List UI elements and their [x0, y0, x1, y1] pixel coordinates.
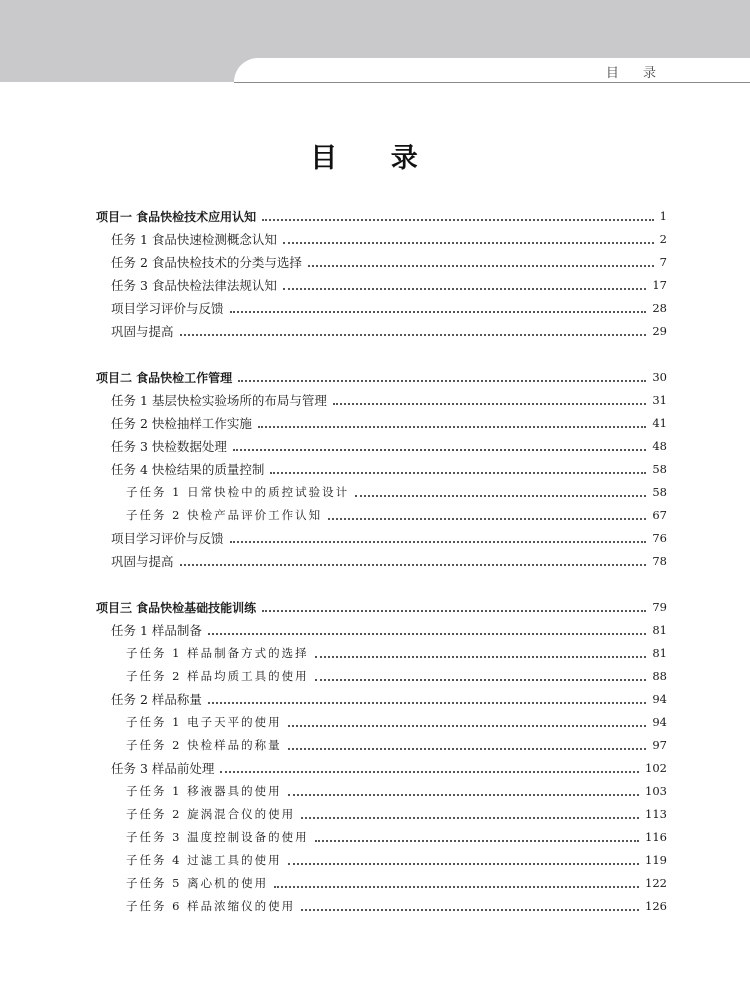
toc-entry[interactable] — [111, 275, 667, 295]
toc-entry[interactable] — [111, 413, 667, 433]
toc-entry-page: 48 — [652, 439, 667, 453]
dot-leader — [180, 564, 647, 566]
dot-leader — [208, 633, 646, 635]
toc-entry[interactable] — [126, 827, 667, 847]
toc-entry-label: 子任务 1 移液器具的使用 — [126, 784, 282, 798]
toc-entry-label: 子任务 5 离心机的使用 — [126, 876, 269, 890]
toc-entry[interactable] — [126, 873, 667, 893]
toc-entry-label: 任务 1 食品快速检测概念认知 — [111, 232, 277, 247]
toc-entry-page: 94 — [652, 692, 667, 706]
toc-entry-label: 项目三 食品快检基础技能训练 — [96, 600, 257, 615]
toc-entry-label: 任务 1 样品制备 — [111, 623, 202, 638]
toc-entry-page: 102 — [645, 761, 667, 775]
running-header-title: 目 录 — [605, 66, 666, 81]
toc-entry[interactable] — [111, 528, 667, 548]
toc-entry[interactable] — [111, 689, 667, 709]
toc-entry-page: 88 — [652, 669, 667, 683]
toc-entry[interactable] — [111, 758, 667, 778]
toc-entry[interactable] — [111, 252, 667, 272]
toc-entry-page: 31 — [652, 393, 667, 407]
toc-entry-page: 122 — [645, 876, 667, 890]
dot-leader — [328, 518, 646, 520]
toc-entry[interactable] — [126, 896, 667, 916]
dot-leader — [233, 449, 646, 451]
toc-entry-page: 30 — [652, 370, 667, 384]
toc-entry-page: 97 — [652, 738, 667, 752]
toc-entry-page: 116 — [645, 830, 667, 844]
toc-entry-page: 94 — [652, 715, 667, 729]
toc-entry[interactable] — [111, 229, 667, 249]
dot-leader — [288, 748, 647, 750]
toc-entry[interactable] — [126, 735, 667, 755]
toc-entry-label: 项目学习评价与反馈 — [111, 531, 224, 546]
toc-entry[interactable] — [96, 206, 667, 226]
toc-entry-page: 76 — [652, 531, 667, 545]
toc-entry-page: 81 — [652, 646, 667, 660]
toc-entry[interactable] — [111, 321, 667, 341]
toc-entry-label: 子任务 2 样品均质工具的使用 — [126, 669, 309, 683]
toc-entry-page: 78 — [652, 554, 667, 568]
toc-entry-label: 项目学习评价与反馈 — [111, 301, 224, 316]
dot-leader — [262, 610, 646, 612]
dot-leader — [258, 426, 646, 428]
toc-entry-page: 113 — [645, 807, 667, 821]
dot-leader — [315, 840, 639, 842]
toc-entry-page: 1 — [659, 209, 667, 223]
toc-entry[interactable] — [111, 298, 667, 318]
toc-entry-label: 项目二 食品快检工作管理 — [96, 370, 233, 385]
dot-leader — [315, 656, 647, 658]
dot-leader — [238, 380, 646, 382]
toc-entry-label: 巩固与提高 — [111, 324, 174, 339]
dot-leader — [283, 288, 646, 290]
toc-entry-label: 子任务 1 电子天平的使用 — [126, 715, 282, 729]
toc-entry-page: 29 — [652, 324, 667, 338]
toc-entry-page: 126 — [645, 899, 667, 913]
dot-leader — [355, 495, 646, 497]
toc-entry-label: 巩固与提高 — [111, 554, 174, 569]
toc-entry-page: 79 — [652, 600, 667, 614]
toc-entry[interactable] — [96, 367, 667, 387]
toc-entry[interactable] — [111, 390, 667, 410]
toc-entry-page: 81 — [652, 623, 667, 637]
toc-entry-label: 任务 2 样品称量 — [111, 692, 202, 707]
toc-entry[interactable] — [111, 459, 667, 479]
toc-entry-page: 28 — [652, 301, 667, 315]
toc-entry[interactable] — [126, 643, 667, 663]
dot-leader — [230, 541, 647, 543]
toc-entry-page: 2 — [659, 232, 667, 246]
toc-entry[interactable] — [126, 712, 667, 732]
toc-entry-label: 子任务 6 样品浓缩仪的使用 — [126, 899, 296, 913]
dot-leader — [288, 794, 639, 796]
toc-entry[interactable] — [111, 620, 667, 640]
toc-entry-label: 任务 3 食品快检法律法规认知 — [111, 278, 277, 293]
toc-entry[interactable] — [126, 482, 667, 502]
dot-leader — [208, 702, 646, 704]
dot-leader — [288, 725, 647, 727]
toc-entry[interactable] — [126, 804, 667, 824]
toc-entry-page: 58 — [652, 462, 667, 476]
dot-leader — [230, 311, 647, 313]
toc-entry-page: 7 — [659, 255, 667, 269]
dot-leader — [270, 472, 646, 474]
dot-leader — [301, 817, 639, 819]
toc-entry-page: 17 — [652, 278, 667, 292]
toc-entry-label: 子任务 2 旋涡混合仪的使用 — [126, 807, 296, 821]
toc-entry[interactable] — [126, 850, 667, 870]
dot-leader — [333, 403, 646, 405]
toc-entry-label: 子任务 2 快检产品评价工作认知 — [126, 508, 323, 522]
toc-entry[interactable] — [111, 436, 667, 456]
toc-entry-page: 119 — [645, 853, 667, 867]
toc-entry-label: 子任务 2 快检样品的称量 — [126, 738, 282, 752]
dot-leader — [308, 265, 654, 267]
toc-entry[interactable] — [111, 551, 667, 571]
toc-entry-label: 任务 4 快检结果的质量控制 — [111, 462, 265, 477]
dot-leader — [288, 863, 639, 865]
toc-entry[interactable] — [126, 666, 667, 686]
toc-entry-label: 子任务 1 样品制备方式的选择 — [126, 646, 309, 660]
dot-leader — [262, 219, 653, 221]
toc-entry[interactable] — [126, 505, 667, 525]
dot-leader — [301, 909, 639, 911]
dot-leader — [315, 679, 647, 681]
toc-entry-page: 67 — [652, 508, 667, 522]
page-title: 目 录 — [310, 143, 440, 174]
toc-entry-label: 任务 2 食品快检技术的分类与选择 — [111, 255, 302, 270]
toc-entry-label: 任务 2 快检抽样工作实施 — [111, 416, 252, 431]
toc-entry-label: 子任务 3 温度控制设备的使用 — [126, 830, 309, 844]
toc-entry-label: 任务 1 基层快检实验场所的布局与管理 — [111, 393, 327, 408]
toc-entry-page: 103 — [645, 784, 667, 798]
running-header — [234, 58, 750, 83]
toc-entry-label: 任务 3 快检数据处理 — [111, 439, 227, 454]
toc-entry-label: 项目一 食品快检技术应用认知 — [96, 209, 257, 224]
dot-leader — [220, 771, 639, 773]
dot-leader — [283, 242, 654, 244]
toc-entry-page: 58 — [652, 485, 667, 499]
toc-entry-label: 子任务 1 日常快检中的质控试验设计 — [126, 485, 350, 499]
dot-leader — [274, 886, 639, 888]
toc-entry[interactable] — [126, 781, 667, 801]
dot-leader — [180, 334, 647, 336]
toc-entry-page: 41 — [652, 416, 667, 430]
toc-entry[interactable] — [96, 597, 667, 617]
toc-entry-label: 任务 3 样品前处理 — [111, 761, 215, 776]
toc-entry-label: 子任务 4 过滤工具的使用 — [126, 853, 282, 867]
